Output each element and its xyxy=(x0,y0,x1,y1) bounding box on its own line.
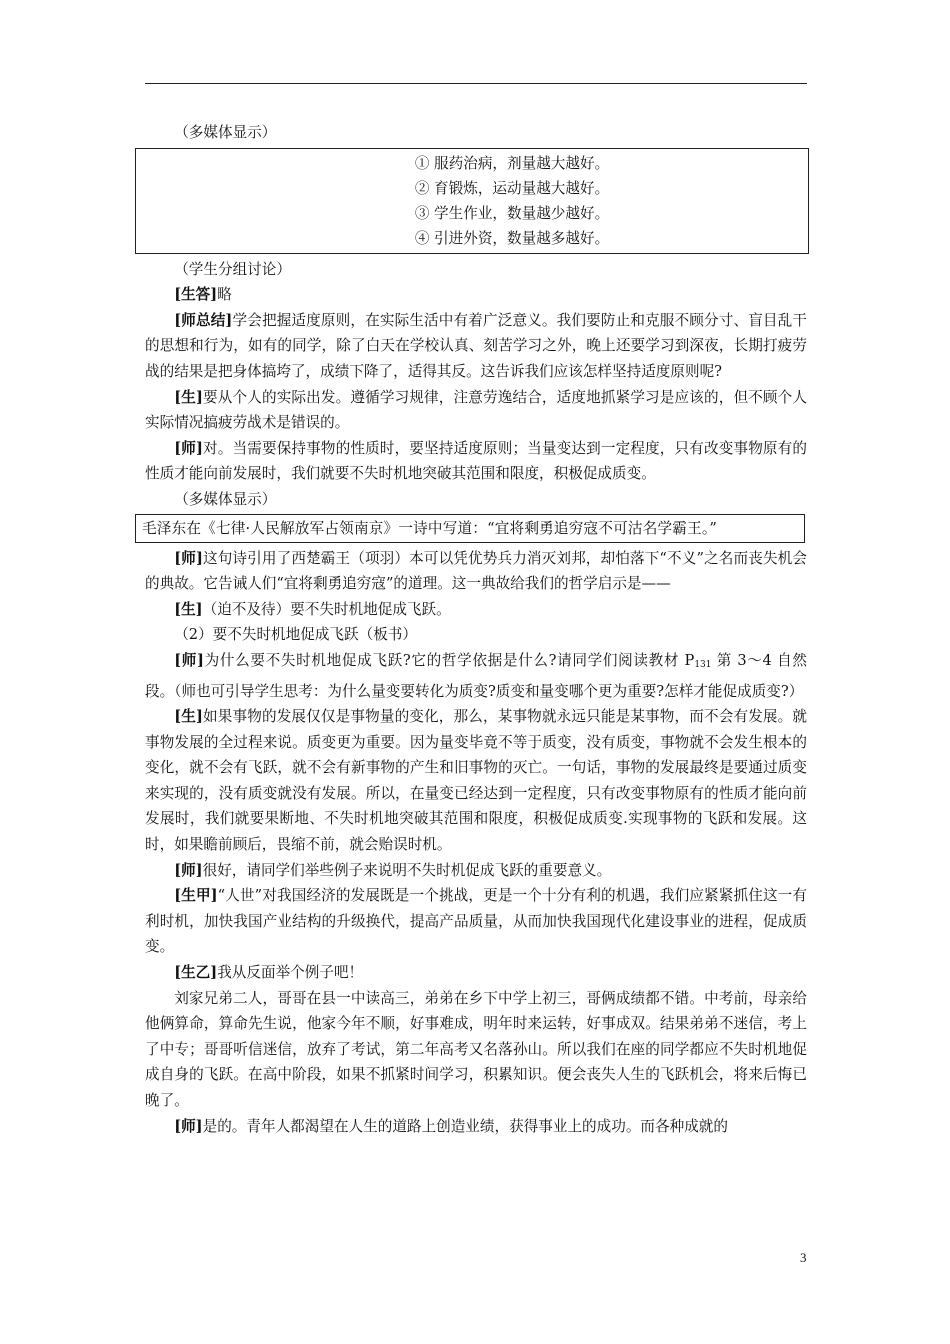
speaker-label: [师] xyxy=(174,861,203,879)
speaker-label: [师] xyxy=(174,651,204,669)
paragraph-text: 很好，请同学们举些例子来说明不失时机促成飞跃的重要意义。 xyxy=(202,861,612,879)
paragraph-text: 这句诗引用了西楚霸王（项羽）本可以凭优势兵力消灭刘邦，却怕落下“不义”之名而丧失机会的典故。它告诫人们“宜将剩勇追穷寇”的道理。这一典故给我们的哲学启示是—— xyxy=(145,549,807,593)
speaker-label: [生] xyxy=(174,388,203,406)
paragraph-text: 为什么要不失时机地促成飞跃?它的哲学依据是什么?请同学们阅读教材 P xyxy=(203,651,695,669)
paragraph xyxy=(145,282,807,308)
paragraph xyxy=(145,436,807,487)
header-rule xyxy=(145,83,807,84)
paragraph-text: 我从反面举个例子吧！ xyxy=(217,964,364,982)
speaker-label: [生甲] xyxy=(174,887,218,905)
paragraph xyxy=(145,1114,807,1140)
paragraph-text: 是的。青年人都渴望在人生的道路上创造业绩，获得事业上的成功。而各种成就的 xyxy=(202,1117,728,1135)
paragraph xyxy=(145,960,807,986)
speaker-label: [生答] xyxy=(174,286,218,304)
example-line-4: ④ 引进外资，数量越多越好。 xyxy=(414,229,610,247)
paragraph-text: （迫不及待）要不失时机地促成飞跃。 xyxy=(202,600,451,618)
paragraph-text: 对。当需要保持事物的性质时，要坚持适度原则；当量变达到一定程度，只有改变事物原有的性质才能向前发展时，我们就要不失时机地突破其范围和限度，积极促成质变。 xyxy=(145,439,807,483)
paragraph-text: 如果事物的发展仅仅是事物量的变化，那么，某事物就永远只能是某事物，而不会有发展。就事物发展的全过程来说。质变更为重要。因为量变毕竟不等于质变，没有质变，事物就不会发生根本的变化，就不会有飞跃，就不会有新事物的产生和旧事物的灭亡。一句话，事物的发展最终是要通过质变来实现的，没有质变就没有发展。所以，在量变已经达到一定程度，只有改变事物原有的性质才能向前发展时，我们就要果断地、不失时机地突破其范围和限度，积极促成质变.实现事物的飞跃和发展。这时，如果瞻前顾后，畏缩不前，就会贻误时机。 xyxy=(145,708,807,854)
paragraph xyxy=(145,883,807,960)
example-line-2: ② 育锻炼，运动量越大越好。 xyxy=(414,179,610,197)
speaker-label: [师] xyxy=(174,1117,203,1135)
media-label: （多媒体显示） xyxy=(174,124,277,141)
paragraph-text: 略 xyxy=(217,286,232,304)
multimedia-box-poem: 毛泽东在《七律·人民解放军占领南京》一诗中写道：“宜将剩勇追穷寇不可沽名学霸王。” xyxy=(135,514,805,543)
example-line-3: ③ 学生作业，数量越少越好。 xyxy=(414,204,610,222)
board-heading: （2）要不失时机地促成飞跃（板书） xyxy=(174,626,417,644)
paragraph xyxy=(145,385,807,436)
group-discussion-note: （学生分组讨论） xyxy=(174,260,291,278)
paragraph xyxy=(145,704,807,858)
paragraph xyxy=(145,648,807,704)
page-number: 3 xyxy=(800,1250,807,1265)
paragraph-text: 要从个人的实际出发。遵循学习规律，注意劳逸结合，适度地抓紧学习是应该的，但不顾个人实际情况搞疲劳战术是错误的。 xyxy=(145,388,807,432)
paragraph xyxy=(145,597,807,623)
speaker-label: [生] xyxy=(174,708,203,726)
multimedia-box-examples xyxy=(135,148,809,254)
paragraph xyxy=(145,546,807,597)
example-line-1: ① 服药治病，剂量越大越好。 xyxy=(414,154,610,172)
paragraph: 刘家兄弟二人，哥哥在县一中读高三，弟弟在乡下中学上初三，哥俩成绩都不错。中考前，母亲给他俩算命，算命先生说，他家今年不顺，好事难成，明年时来运转，好事成双。结果弟弟不迷信，考上了中专；哥哥听信迷信，放弃了考试，第二年高考又名落孙山。所以我们在座的同学都应不失时机地促成自身的飞跃。在高中阶段，如果不抓紧时间学习，积累知识。便会丧失人生的飞跃机会，将来后悔已晚了。 xyxy=(145,989,807,1109)
speaker-label: [师总结] xyxy=(174,311,233,329)
speaker-label: [生] xyxy=(174,600,203,618)
paragraph xyxy=(145,308,807,385)
speaker-label: [师] xyxy=(174,549,203,567)
speaker-label: [生乙] xyxy=(174,964,218,982)
paragraph-text: “人世”对我国经济的发展既是一个挑战，更是一个十分有利的机遇，我们应紧紧抓住这一有利时机，加快我国产业结构的升级换代，提高产品质量，从而加快我国现代化建设事业的进程，促成质变。 xyxy=(145,887,807,956)
paragraph xyxy=(145,858,807,884)
document-body xyxy=(142,120,807,1139)
paragraph-text: 学会把握适度原则，在实际生活中有着广泛意义。我们要防止和克服不顾分寸、盲目乱干的思想和行为，如有的同学，除了白天在学校认真、刻苦学习之外，晚上还要学习到深夜，长期打疲劳战的结果是把身体搞垮了，成绩下降了，适得其反。这告诉我们应该怎样坚持适度原则呢? xyxy=(145,311,807,380)
speaker-label: [师] xyxy=(174,439,203,457)
paragraph-text: 第 3～4 自然段。（师也可引导学生思考：为什么量变要转化为质变?质变和量变哪个更为重要?怎样才能促成质变?） xyxy=(145,651,807,700)
page-subscript: 131 xyxy=(694,659,712,670)
media-label: （多媒体显示） xyxy=(174,490,277,508)
